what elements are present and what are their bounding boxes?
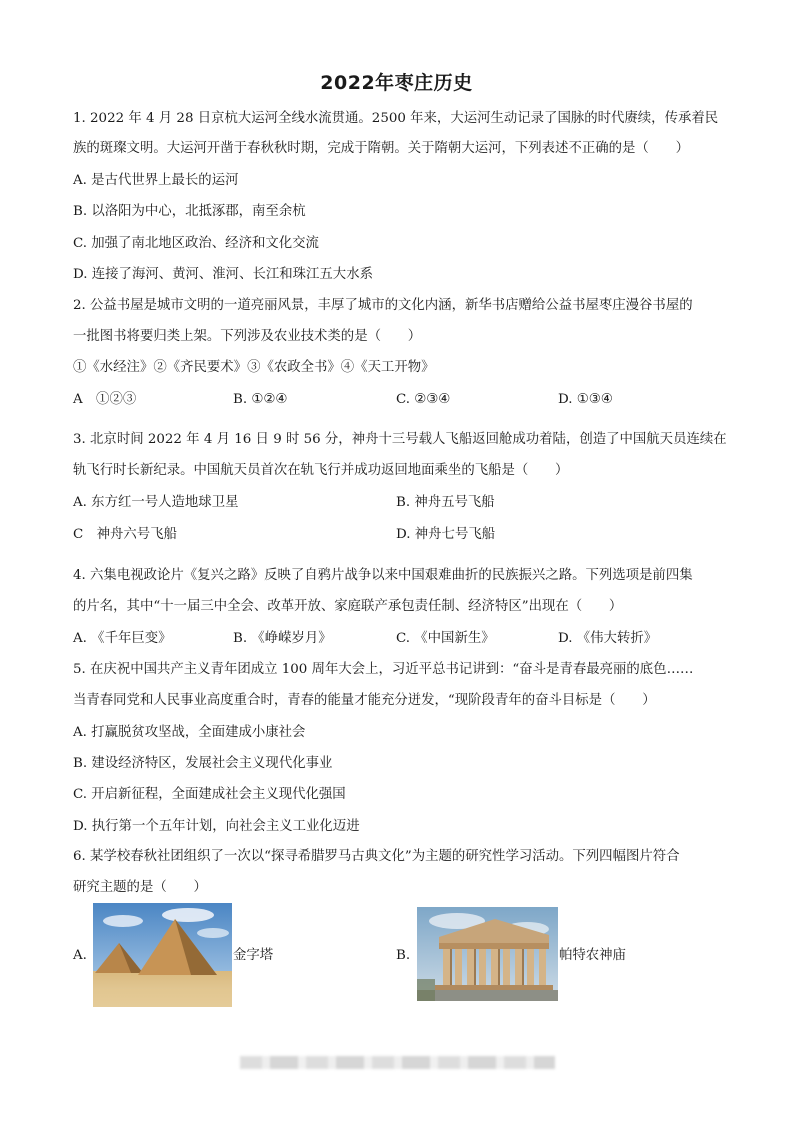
- q2-option-a: A ①②③: [73, 392, 137, 407]
- q3-option-d: D. 神舟七号飞船: [396, 527, 496, 542]
- q1-option-b: B. 以洛阳为中心，北抵涿郡，南至余杭: [73, 204, 306, 219]
- q2-option-b: B. ①②④: [233, 392, 288, 407]
- q6-option-b-caption: 帕特农神庙: [559, 948, 626, 963]
- q3-option-c: C 神舟六号飞船: [73, 527, 177, 542]
- q5-option-a: A. 打赢脱贫攻坚战，全面建成小康社会: [73, 725, 306, 740]
- q6-option-a-label: A.: [73, 948, 87, 963]
- q4-stem-line1: 4. 六集电视政论片《复兴之路》反映了自鸦片战争以来中国艰难曲折的民族振兴之路。下列选项是前四集: [73, 568, 693, 583]
- q1-option-c: C. 加强了南北地区政治、经济和文化交流: [73, 236, 319, 251]
- q1-option-a: A. 是古代世界上最长的运河: [73, 173, 239, 188]
- q4-option-a: A. 《千年巨变》: [73, 631, 172, 646]
- q2-option-c: C. ②③④: [396, 392, 451, 407]
- q2-stem-line2: 一批图书将要归类上架。下列涉及农业技术类的是（ ）: [73, 329, 422, 344]
- q3-option-a: A. 东方红一号人造地球卫星: [73, 495, 239, 510]
- q4-option-c: C. 《中国新生》: [396, 631, 495, 646]
- q5-stem-line2: 当青春同党和人民事业高度重合时，青春的能量才能充分迸发，“现阶段青年的奋斗目标是（ ）: [73, 693, 656, 708]
- q1-stem-line2: 族的斑璨文明。大运河开凿于春秋秋时期，完成于隋朝。关于隋朝大运河，下列表述不正确的是（ ）: [73, 141, 689, 156]
- q2-stem-line3: ①《水经注》②《齐民要术》③《农政全书》④《天工开物》: [73, 360, 435, 375]
- q5-option-d: D. 执行第一个五年计划，向社会主义工业化迈进: [73, 819, 360, 834]
- q6-stem-line1: 6. 某学校春秋社团组织了一次以“探寻希腊罗马古典文化”为主题的研究性学习活动。下列四幅图片符合: [73, 849, 680, 864]
- q3-stem-line2: 轨飞行时长新纪录。中国航天员首次在轨飞行并成功返回地面乘坐的飞船是（ ）: [73, 463, 569, 478]
- q3-stem-line1: 3. 北京时间 2022 年 4 月 16 日 9 时 56 分，神舟十三号载人飞船返回舱成功着陆，创造了中国航天员连续在: [73, 432, 727, 447]
- parthenon-image: [417, 907, 558, 1001]
- q4-option-d: D. 《伟大转折》: [558, 631, 658, 646]
- q2-stem-line1: 2. 公益书屋是城市文明的一道亮丽风景，丰厚了城市的文化内涵，新华书店赠给公益书屋枣庄漫谷书屋的: [73, 298, 693, 313]
- q1-option-d: D. 连接了海河、黄河、淮河、长江和珠江五大水系: [73, 267, 373, 282]
- q5-option-b: B. 建设经济特区，发展社会主义现代化事业: [73, 756, 333, 771]
- q1-stem-line1: 1. 2022 年 4 月 28 日京杭大运河全线水流贯通。2500 年来，大运河生动记录了国脉的时代赓续，传承着民: [73, 111, 719, 126]
- q6-stem-line2: 研究主题的是（ ）: [73, 880, 207, 895]
- pyramid-image: [93, 903, 232, 1007]
- q2-option-d: D. ①③④: [558, 392, 613, 407]
- q6-option-b-label: B.: [396, 948, 411, 963]
- q5-option-c: C. 开启新征程，全面建成社会主义现代化强国: [73, 787, 346, 802]
- blurred-watermark: [240, 1056, 555, 1069]
- page-title: 2022年枣庄历史: [320, 72, 473, 94]
- q4-stem-line2: 的片名，其中“十一届三中全会、改革开放、家庭联产承包责任制、经济特区”出现在（ ）: [73, 599, 623, 614]
- q6-option-a-caption: 金字塔: [233, 948, 274, 963]
- q5-stem-line1: 5. 在庆祝中国共产主义青年团成立 100 周年大会上，习近平总书记讲到：“奋斗是青春最亮丽的底色……: [73, 662, 694, 677]
- q3-option-b: B. 神舟五号飞船: [396, 495, 495, 510]
- q4-option-b: B. 《峥嵘岁月》: [233, 631, 332, 646]
